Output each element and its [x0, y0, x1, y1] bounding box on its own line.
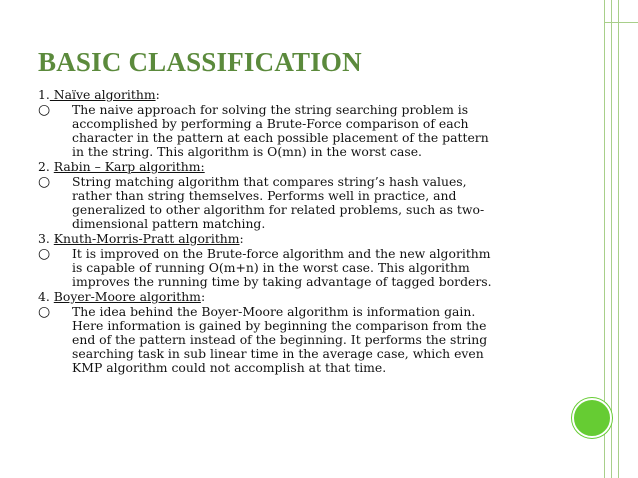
section-number: 1.	[38, 87, 50, 102]
bullet-line: in the string. This algorithm is O(mn) in the worst case.	[72, 144, 422, 159]
section-suffix: :	[200, 289, 206, 304]
section-bullet-4	[38, 305, 578, 375]
section-heading-1	[38, 88, 578, 102]
section-name: Naïve algorithm	[49, 87, 156, 102]
bullet-icon: ○	[38, 102, 51, 118]
bullet-line: The idea behind the Boyer-Moore algorithm is information gain.	[72, 304, 476, 319]
section-bullet-3	[38, 247, 578, 289]
section-name: Rabin – Karp algorithm:	[53, 159, 205, 174]
bullet-line: character in the pattern at each possible placement of the pattern	[72, 130, 489, 145]
bullet-line: dimensional pattern matching.	[72, 216, 266, 231]
slide-content	[38, 88, 578, 376]
bullet-line: improves the running time by taking advantage of tagged borders.	[72, 274, 492, 289]
bullet-line: is capable of running O(m+n) in the worst case. This algorithm	[72, 260, 470, 275]
decor-rule-vertical-3	[618, 0, 619, 478]
bullet-line: KMP algorithm could not accomplish at that time.	[72, 360, 387, 375]
section-bullet-2	[38, 175, 578, 231]
bullet-line: rather than string themselves. Performs well in practice, and	[72, 188, 457, 203]
section-number: 3.	[38, 231, 50, 246]
bullet-line: searching task in sub linear time in the average case, which even	[72, 346, 484, 361]
bullet-icon: ○	[38, 246, 51, 262]
bullet-line: The naive approach for solving the string searching problem is	[72, 102, 469, 117]
decor-rule-vertical-2	[611, 0, 612, 478]
bullet-icon: ○	[38, 174, 51, 190]
section-heading-2	[38, 160, 578, 174]
bullet-icon: ○	[38, 304, 51, 320]
decor-green-dot	[572, 398, 612, 438]
section-heading-3	[38, 232, 578, 246]
bullet-line: end of the pattern instead of the beginning. It performs the string	[72, 332, 488, 347]
section-suffix: :	[239, 231, 244, 246]
section-suffix: :	[155, 87, 160, 102]
section-bullet-1	[38, 103, 578, 159]
bullet-line: accomplished by performing a Brute-Force comparison of each	[72, 116, 469, 131]
slide-title: BASIC CLASSIFICATION	[38, 47, 362, 77]
bullet-line: generalized to other algorithm for related problems, such as two-	[72, 202, 485, 217]
section-name: Knuth-Morris-Pratt algorithm	[53, 231, 240, 246]
section-heading-4	[38, 290, 578, 304]
section-number: 2.	[38, 159, 50, 174]
section-name: Boyer-Moore algorithm	[53, 289, 201, 304]
decor-rule-horizontal	[604, 22, 638, 23]
bullet-line: It is improved on the Brute-force algorithm and the new algorithm	[72, 246, 491, 261]
bullet-line: String matching algorithm that compares string’s hash values,	[72, 174, 467, 189]
section-number: 4.	[38, 289, 50, 304]
bullet-line: Here information is gained by beginning the comparison from the	[72, 318, 487, 333]
